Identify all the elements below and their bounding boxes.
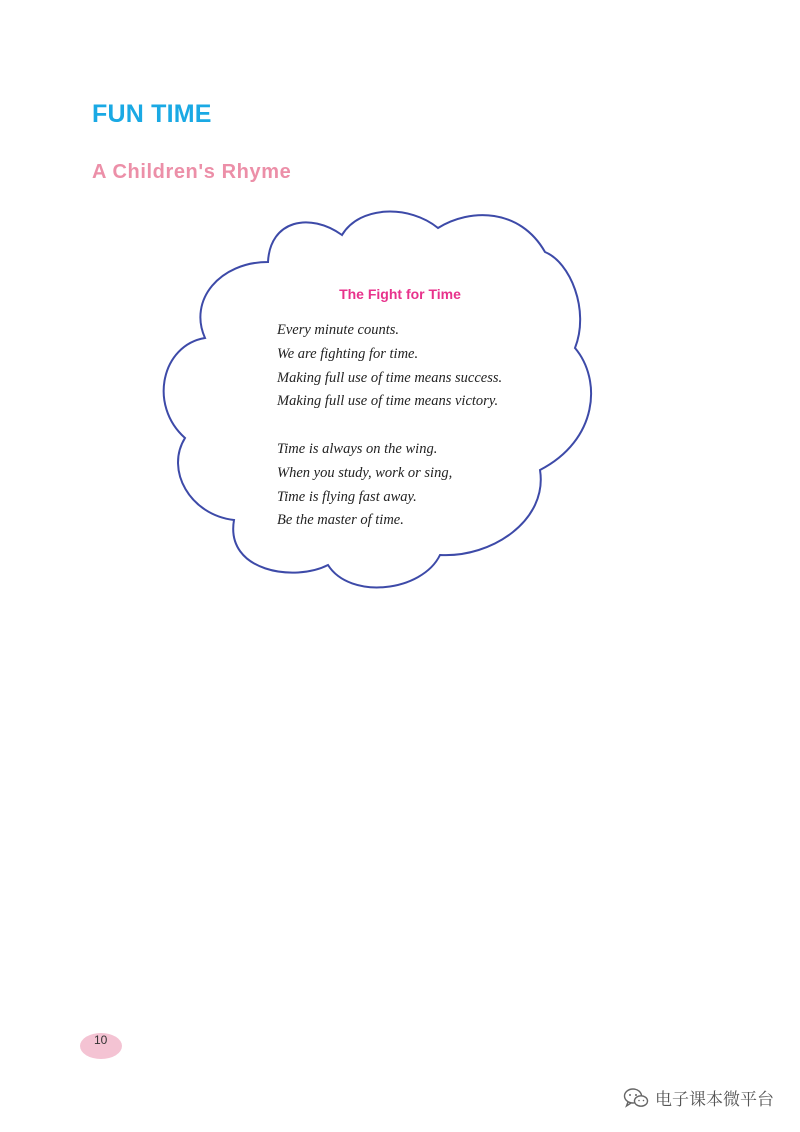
- wechat-icon: [623, 1087, 649, 1109]
- poem-line: Every minute counts.: [277, 322, 400, 338]
- poem-line: Making full use of time means success.: [277, 369, 503, 386]
- poem-line: Time is flying fast away.: [277, 488, 417, 505]
- poem-stanza-1: [277, 319, 502, 414]
- page-number: 10: [94, 1033, 108, 1047]
- watermark-text: 电子课本微平台: [655, 1090, 774, 1110]
- poem-title: The Fight for Time: [339, 286, 461, 302]
- poem-line: Making full use of time means victory.: [277, 393, 499, 410]
- section-title: FUN TIME: [92, 100, 212, 128]
- poem-line: Time is always on the wing.: [277, 441, 438, 457]
- watermark: [623, 1085, 774, 1110]
- rhyme-subtitle: A Children's Rhyme: [92, 161, 292, 183]
- page-number-badge: [80, 1033, 122, 1059]
- poem-stanza-2: [277, 438, 452, 533]
- poem-line: We are fighting for time.: [277, 345, 419, 362]
- poem-line: When you study, work or sing,: [277, 464, 453, 481]
- poem-line: Be the master of time.: [277, 512, 404, 529]
